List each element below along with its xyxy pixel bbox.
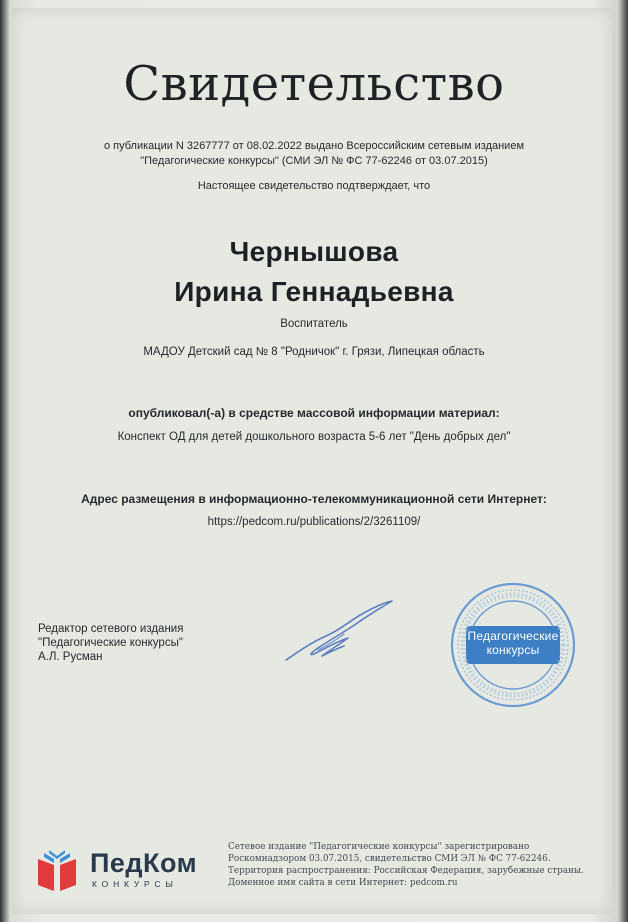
editor-name: А.Л. Русман	[38, 651, 103, 663]
editor-block	[38, 622, 183, 664]
registration-line2: Роскомнадзором 03.07.2015, свидетельство СМИ ЭЛ № ФС 77-62246.	[228, 854, 551, 864]
address-label: Адрес размещения в информационно-телекоммуникационной сети Интернет:	[81, 492, 547, 506]
registration-line1: Сетевое издание "Педагогические конкурсы" зарегистрировано	[228, 842, 530, 852]
registration-line4: Доменное имя сайта в сети Интернет: pedcom.ru	[228, 878, 458, 888]
registration-info	[228, 841, 608, 889]
logo-wordmark: ПедКом	[90, 848, 198, 878]
book-logo-icon	[36, 849, 78, 893]
logo-subtitle: КОНКУРСЫ	[92, 879, 178, 889]
recipient-surname: Чернышова	[229, 236, 399, 267]
recipient-organization: МАДОУ Детский сад № 8 "Родничок" г. Грязи, Липецкая область	[143, 346, 485, 358]
certificate-title: Свидетельство	[123, 56, 505, 112]
confirmation-text: Настоящее свидетельство подтверждает, что	[197, 180, 431, 192]
registration-line3: Территория распространения: Российская Федерация, зарубежные страны.	[228, 866, 584, 876]
seal-text-line1: Педагогические	[467, 629, 559, 643]
seal-text	[448, 629, 578, 657]
publication-info-line1: о публикации N 3267777 от 08.02.2022 выдано Всероссийским сетевым изданием	[103, 140, 525, 152]
publication-url: https://pedcom.ru/publications/2/3261109/	[207, 516, 421, 528]
recipient-position: Воспитатель	[280, 318, 348, 330]
editor-line2: "Педагогические конкурсы"	[38, 637, 183, 649]
published-label: опубликовал(-а) в средстве массовой информации материал:	[128, 406, 500, 420]
pedcom-logo	[36, 845, 216, 905]
editor-signature	[278, 592, 398, 672]
editor-line1: Редактор сетевого издания	[38, 623, 184, 635]
recipient-given-names: Ирина Геннадьевна	[174, 276, 454, 307]
publication-info-line2: "Педагогические конкурсы" (СМИ ЭЛ № ФС 77-62246 от 03.07.2015)	[140, 155, 488, 167]
seal-text-line2: конкурсы	[486, 643, 540, 657]
material-title: Конспект ОД для детей дошкольного возраста 5-6 лет "День добрых дел"	[117, 431, 511, 443]
